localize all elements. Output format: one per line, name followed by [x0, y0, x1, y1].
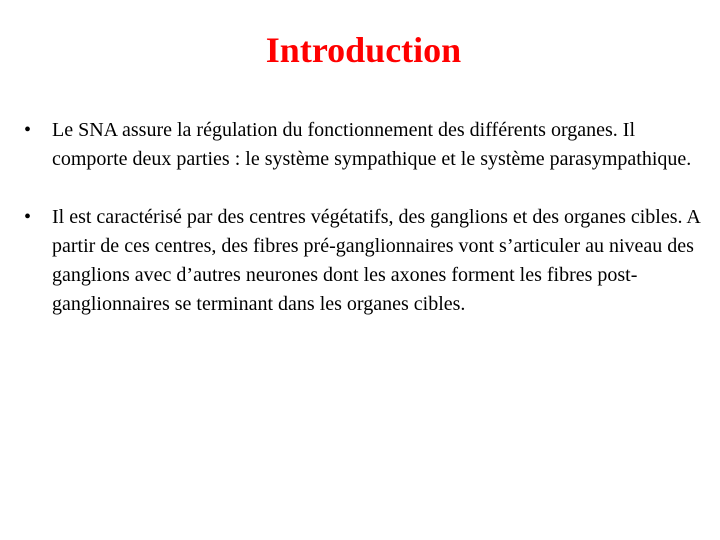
bullet-point-icon: • — [24, 119, 32, 141]
bullet-text: Il est caractérisé par des centres végétatifs, des ganglions et des organes cibles. A partir de ces centres, des fibres pré-ganglionnaires vont s’articuler au niveau des ganglions avec d’autres neurones dont les axones forment les fibres post-ganglionnaires se terminant dans les organes cibles. — [52, 206, 700, 315]
bullet-point-icon: • — [24, 206, 32, 228]
bullet-item — [24, 203, 704, 319]
bullet-item — [24, 116, 704, 174]
bullet-list — [24, 116, 704, 319]
bullet-text: Le SNA assure la régulation du fonctionnement des différents organes. Il comporte deux parties : le système sympathique et le système parasympathique. — [52, 119, 692, 170]
page-title: Introduction — [265, 30, 462, 70]
